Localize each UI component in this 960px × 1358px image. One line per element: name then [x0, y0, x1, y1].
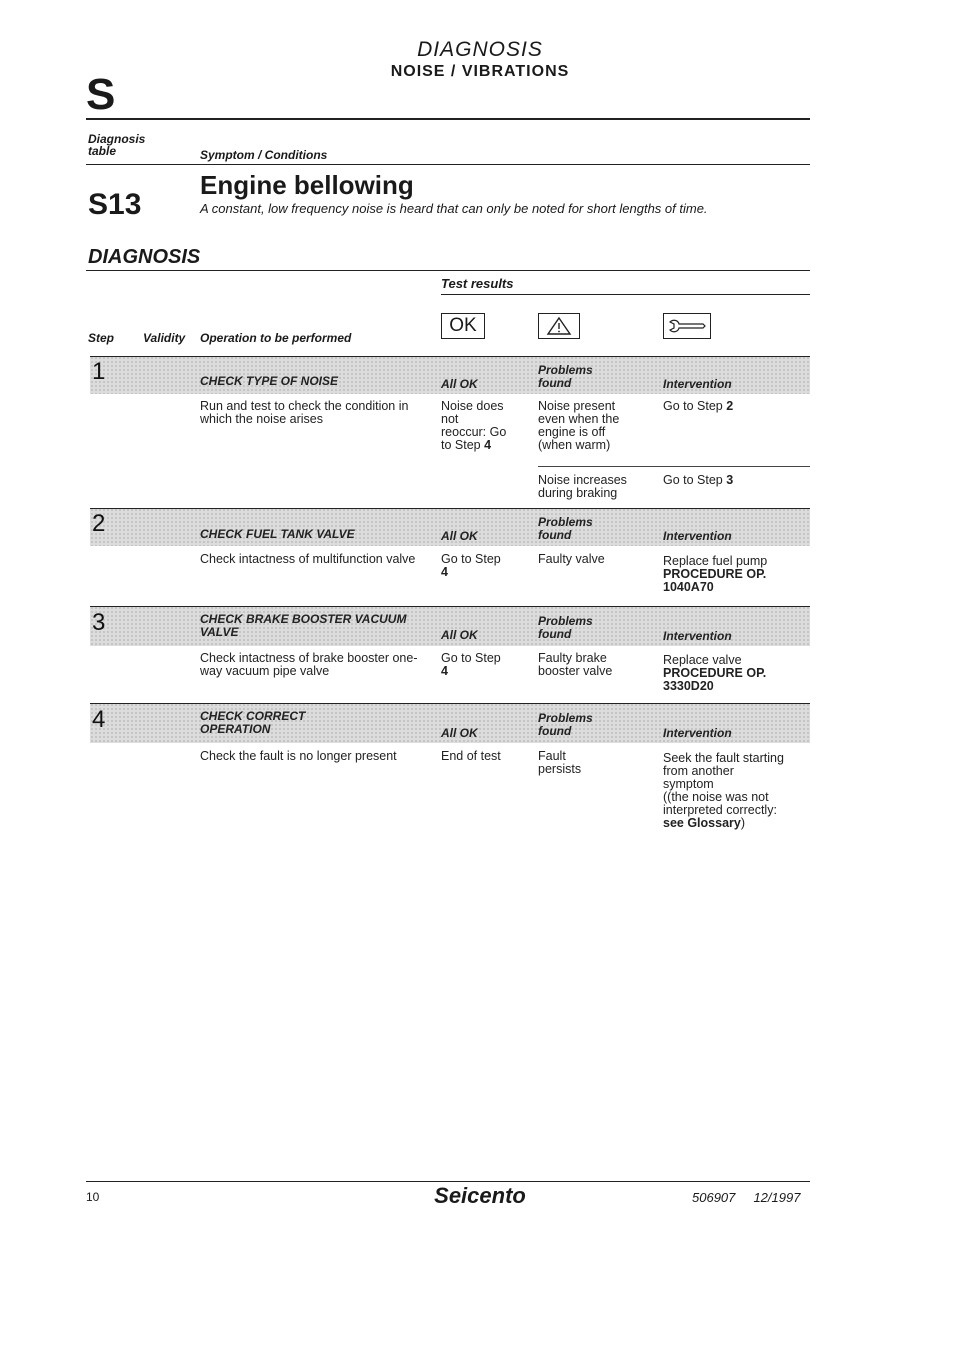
page-subtitle: NOISE / VIBRATIONS: [390, 63, 570, 80]
step-3-check-2: VALVE: [200, 625, 239, 639]
step-4-operation: Check the fault is no longer present: [200, 749, 397, 763]
step-4-int-6: [663, 817, 745, 830]
step-1-problems: Problems: [538, 363, 593, 377]
step-2-rule: [90, 508, 810, 509]
step-1-prob-b-1: Noise increases: [538, 473, 627, 487]
symptom-description: A constant, low frequency noise is heard that can only be noted for short lengths of time.: [200, 201, 708, 216]
step-1-prob-a-1: Noise present: [538, 399, 616, 413]
brand-logo: Seicento: [434, 1183, 526, 1208]
step-4-int-2: from another: [663, 764, 734, 778]
test-results-rule: [441, 294, 810, 295]
step-1-ok-1: Noise does: [441, 399, 504, 413]
step-1-prob-a-4: (when warm): [538, 438, 611, 452]
step-2-int-1: Replace fuel pump: [663, 554, 768, 568]
step-3-problems-found: found: [538, 627, 572, 641]
step-3-ok-1: Go to Step: [441, 651, 501, 665]
diagnosis-table-label: Diagnosis: [88, 132, 146, 146]
diagnosis-heading: DIAGNOSIS: [88, 246, 201, 268]
step-2-number: 2: [92, 510, 106, 537]
step-3-prob-1: Faulty brake: [538, 651, 607, 665]
ok-icon-text: OK: [449, 315, 477, 336]
step-1-rule: [90, 356, 810, 357]
step-1-intervention: Intervention: [663, 377, 732, 391]
step-4-intervention: Intervention: [663, 726, 732, 740]
step-1-prob-a-2: even when the: [538, 412, 620, 426]
step-1-int-a: [663, 400, 733, 413]
step-2-int-3: 1040A70: [663, 580, 714, 594]
step-1-problems-found: found: [538, 376, 572, 390]
step-1-operation-2: which the noise arises: [200, 412, 323, 426]
page-title: DIAGNOSIS: [417, 38, 543, 61]
step-1-int-a-text: Go to Step: [663, 399, 723, 413]
step-1-ok-4-step: 4: [484, 438, 492, 452]
step-1-int-b-text: Go to Step: [663, 473, 723, 487]
step-1-ok-4: [441, 439, 491, 452]
step-4-ok-1: End of test: [441, 749, 501, 763]
step-2-ok-1: Go to Step: [441, 552, 501, 566]
step-4-int-1: Seek the fault starting: [663, 751, 784, 765]
step-1-prob-a-3: engine is off: [538, 425, 606, 439]
step-3-problems: Problems: [538, 614, 593, 628]
step-4-rule: [90, 703, 810, 704]
footer-reference: [692, 1190, 800, 1205]
footer-date: 12/1997: [753, 1190, 801, 1205]
step-2-ok-2: 4: [441, 565, 448, 579]
step-4-problems: Problems: [538, 711, 593, 725]
step-2-intervention: Intervention: [663, 529, 732, 543]
glossary-link: see Glossary: [663, 816, 741, 830]
step-1-int-b: [663, 474, 733, 487]
step-1-int-b-step: 3: [726, 473, 734, 487]
step-3-check-1: CHECK BRAKE BOOSTER VACUUM: [200, 612, 407, 626]
step-3-int-1: Replace valve: [663, 653, 742, 667]
step-3-number: 3: [92, 609, 106, 636]
symptom-title: Engine bellowing: [200, 170, 414, 200]
step-1-check: CHECK TYPE OF NOISE: [200, 374, 339, 388]
wrench-svg: [667, 318, 707, 334]
step-3-int-3: 3330D20: [663, 679, 714, 693]
step-2-prob-1: Faulty valve: [538, 552, 605, 566]
section-letter: S: [86, 70, 116, 119]
step-2-problems: Problems: [538, 515, 593, 529]
step-1-int-a-step: 2: [726, 399, 734, 413]
ok-icon: [441, 313, 485, 339]
step-3-all-ok: All OK: [441, 628, 478, 642]
step-4-check-2: OPERATION: [200, 722, 271, 736]
step-4-int-3: symptom: [663, 777, 714, 791]
symptom-conditions-label: Symptom / Conditions: [200, 148, 328, 162]
step-4-prob-2: persists: [538, 762, 582, 776]
step-4-check-1: CHECK CORRECT: [200, 709, 306, 723]
step-3-prob-2: booster valve: [538, 664, 613, 678]
step-1-sub-rule: [538, 466, 810, 467]
step-4-int-4: ((the noise was not: [663, 790, 769, 804]
warning-triangle-svg: [546, 316, 572, 336]
step-4-number: 4: [92, 706, 106, 733]
step-2-check: CHECK FUEL TANK VALVE: [200, 527, 355, 541]
step-3-int-2: PROCEDURE OP.: [663, 666, 767, 680]
footer-ref-code: 506907: [692, 1190, 736, 1205]
step-1-operation: Run and test to check the condition in: [200, 399, 409, 413]
symptom-code: S13: [88, 188, 142, 221]
step-1-prob-b-2: during braking: [538, 486, 618, 500]
wrench-icon: [663, 313, 711, 339]
step-2-all-ok: All OK: [441, 529, 478, 543]
footer-rule: [86, 1181, 810, 1182]
step-1-ok-2: not: [441, 412, 459, 426]
step-3-ok-2: 4: [441, 664, 448, 678]
step-3-operation-2: way vacuum pipe valve: [200, 664, 330, 678]
test-results-label: Test results: [441, 276, 514, 291]
step-2-operation: Check intactness of multifunction valve: [200, 552, 416, 566]
step-4-int-6-tail: ): [740, 816, 746, 830]
step-2-problems-found: found: [538, 528, 572, 542]
step-4-all-ok: All OK: [441, 726, 478, 740]
step-4-int-5: interpreted correctly:: [663, 803, 777, 817]
step-1-ok-3: reoccur: Go: [441, 425, 507, 439]
symptom-rule: [86, 164, 810, 165]
page-number: 10: [86, 1190, 100, 1204]
step-4-prob-1: Fault: [538, 749, 566, 763]
step-col-header: Step: [88, 331, 115, 345]
diagnosis-rule: [86, 270, 810, 271]
step-3-operation-1: Check intactness of brake booster one-: [200, 651, 418, 665]
operation-col-header: Operation to be performed: [200, 331, 352, 345]
step-3-rule: [90, 606, 810, 607]
warning-triangle-icon: [538, 313, 580, 339]
step-2-int-2: PROCEDURE OP.: [663, 567, 767, 581]
header-rule: [86, 118, 810, 120]
step-1-all-ok: All OK: [441, 377, 478, 391]
step-1-ok-4-text: to Step: [441, 438, 481, 452]
step-4-problems-found: found: [538, 724, 572, 738]
validity-col-header: Validity: [143, 331, 186, 345]
diagnosis-table-label-2: table: [88, 144, 117, 158]
step-1-number: 1: [92, 358, 106, 385]
step-3-intervention: Intervention: [663, 629, 732, 643]
